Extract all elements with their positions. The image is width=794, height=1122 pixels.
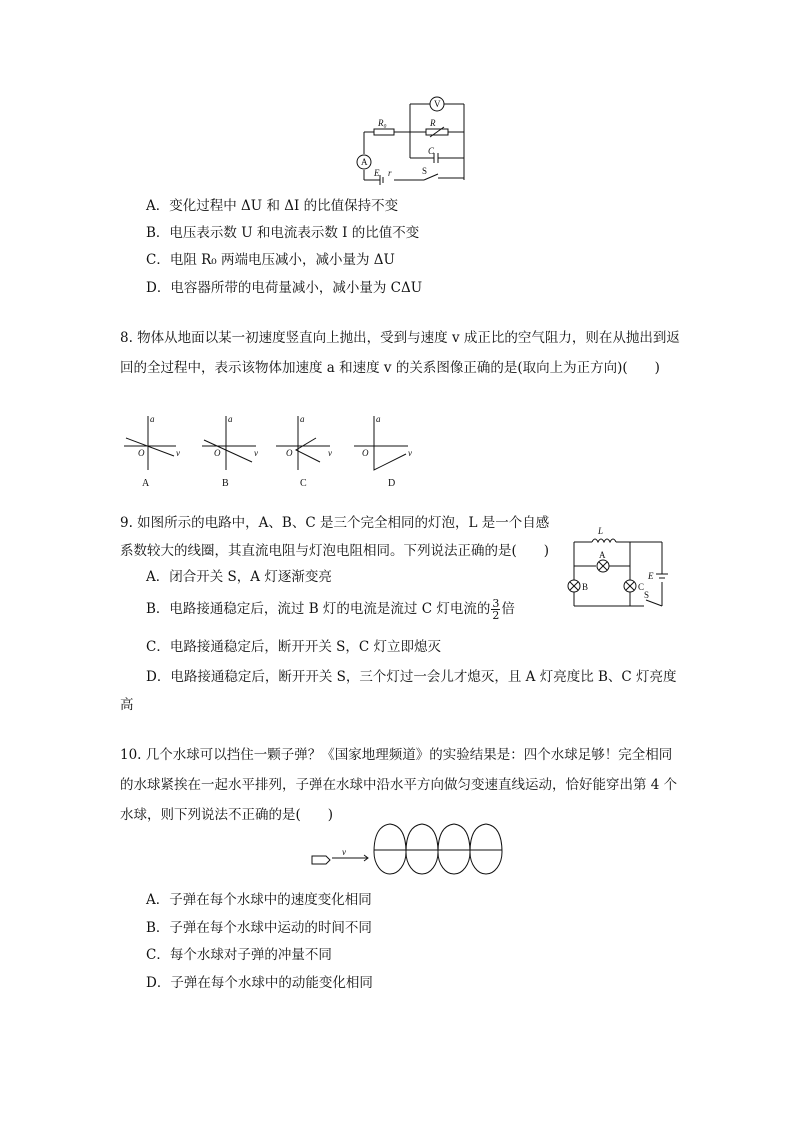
q7-option-d: D．电容器所带的电荷量减小，减小量为 CΔU [146, 280, 423, 296]
q10-water-balloons-diagram [310, 822, 510, 882]
q8-graph-c-x-label: v [328, 448, 332, 458]
q8-graph-b-origin: O [214, 448, 221, 458]
q9-lamp-c-label: C [638, 582, 645, 592]
q9-switch-label: S [644, 590, 650, 600]
q8-graph-d-origin: O [362, 448, 369, 458]
q9-circuit-diagram [558, 524, 678, 610]
q9-inductor-label: L [598, 526, 604, 536]
q9-option-b-suffix: 倍 [501, 601, 515, 617]
q8-graph-a-caption: A [142, 478, 150, 489]
q7-internal-r-label: r [388, 168, 392, 178]
q9-option-d: D．电路接通稳定后，断开开关 S，三个灯过一会儿才熄灭，且 A 灯亮度比 B、C 灯亮度高 [120, 669, 677, 713]
q9-option-b-fraction [491, 598, 500, 621]
q10-velocity-label: v [342, 847, 346, 857]
q10-option-a: A．子弹在每个水球中的速度变化相同 [146, 892, 372, 908]
q10-option-b: B．子弹在每个水球中运动的时间不同 [146, 920, 372, 936]
q9-lamp-b-label: B [582, 582, 589, 592]
q7-r0-label: R₀ [378, 118, 387, 128]
q7-option-b: B．电压表示数 U 和电流表示数 I 的比值不变 [146, 225, 420, 241]
q8-graph-d-caption: D [388, 478, 396, 489]
q9-option-a: A．闭合开关 S，A 灯逐渐变亮 [146, 569, 332, 585]
q7-circuit-diagram [350, 92, 470, 188]
q8-graph-a-origin: O [138, 448, 145, 458]
q10-option-c: C．每个水球对子弹的冲量不同 [146, 947, 332, 963]
q8-graph-c-origin: O [286, 448, 293, 458]
q9-option-b [146, 598, 515, 621]
q7-option-a: A．变化过程中 ΔU 和 ΔI 的比值保持不变 [146, 198, 399, 214]
q9-option-c: C．电路接通稳定后，断开开关 S，C 灯立即熄灭 [146, 639, 441, 655]
q8-graph-options [120, 412, 420, 492]
q9-fraction-denominator: 2 [492, 609, 500, 622]
q10-stem: 10. 几个水球可以挡住一颗子弹？《国家地理频道》的实验结果是：四个水球足够！完全相同的水球紧挨在一起水平排列，子弹在水球中沿水平方向做匀变速直线运动，恰好能穿出第 4 个水球，则下列说法不正确的是( ) [120, 747, 678, 823]
q9-stem: 9. 如图所示的电路中，A、B、C 是三个完全相同的灯泡，L 是一个自感系数较大的线圈，其直流电阻与灯泡电阻相同。下列说法正确的是( ) [120, 515, 550, 559]
q7-c-label: C [428, 146, 435, 156]
q7-voltmeter-label: V [434, 99, 441, 109]
q8-stem: 8. 物体从地面以某一初速度竖直向上抛出，受到与速度 v 成正比的空气阻力，则在从抛出到返回的全过程中，表示该物体加速度 a 和速度 v 的关系图像正确的是(取向上为正方向)( ) [120, 330, 680, 376]
q9-fraction-numerator: 3 [492, 597, 500, 610]
q9-emf-label: E [648, 571, 654, 581]
q7-option-c: C．电阻 R₀ 两端电压减小，减小量为 ΔU [146, 252, 395, 268]
q8-graph-b-y-label: a [228, 414, 233, 424]
q7-e-label: E [374, 168, 380, 178]
q7-ammeter-label: A [361, 157, 368, 167]
q9-option-b-text: B．电路接通稳定后，流过 B 灯的电流是流过 C 灯电流的 [146, 601, 491, 617]
q8-graph-d-y-label: a [376, 414, 381, 424]
q8-graph-a-x-label: v [176, 448, 180, 458]
q7-r-label: R [430, 118, 436, 128]
q8-graph-b-caption: B [222, 478, 229, 489]
q8-graph-d-x-label: v [408, 448, 412, 458]
q10-bullet-icon [312, 856, 330, 864]
q8-graph-b-x-label: v [254, 448, 258, 458]
q8-graph-c-y-label: a [300, 414, 305, 424]
q8-graph-c-caption: C [300, 478, 307, 489]
q9-lamp-a-label: A [599, 550, 606, 560]
q10-option-d: D．子弹在每个水球中的动能变化相同 [146, 975, 373, 991]
q7-switch-label: S [422, 166, 428, 176]
q8-graph-a-y-label: a [150, 414, 155, 424]
